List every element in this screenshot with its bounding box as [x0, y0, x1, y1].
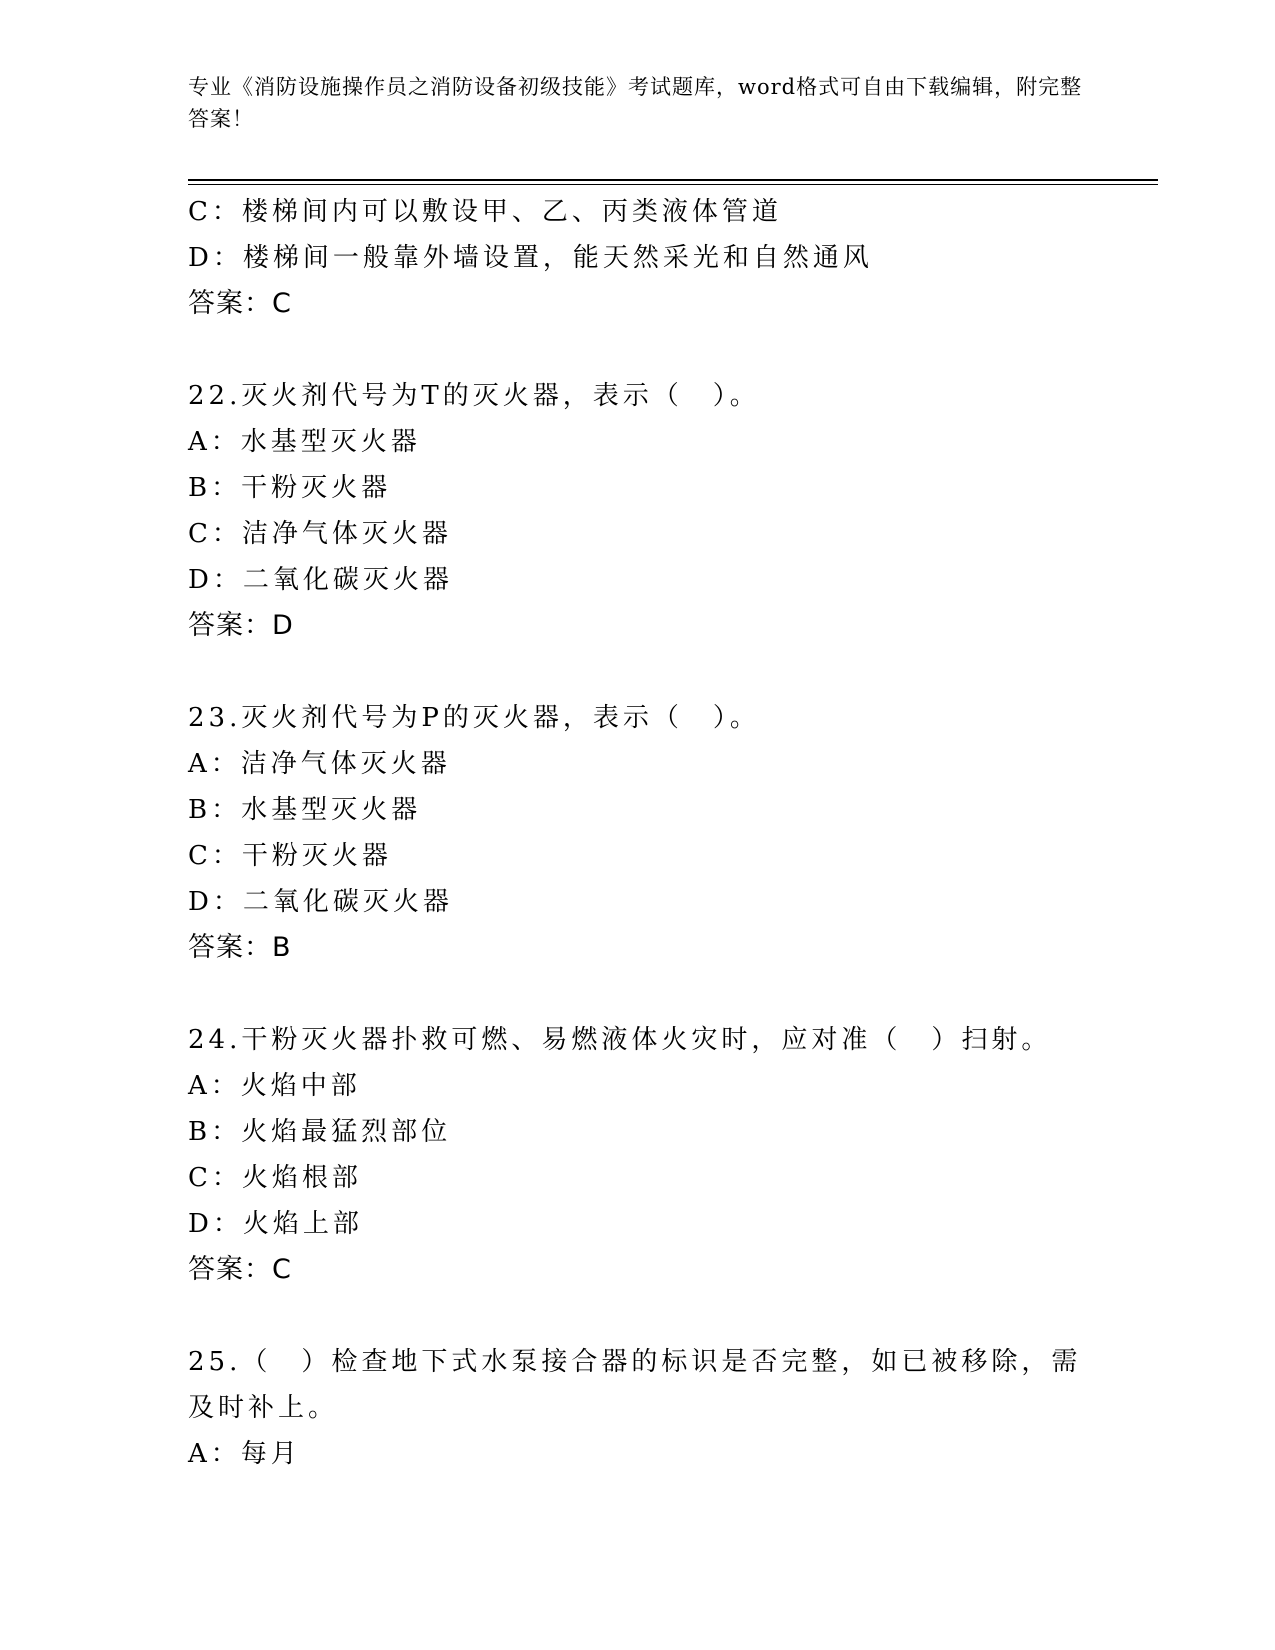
- option-a: A：每月: [188, 1439, 301, 1469]
- question-23: [188, 695, 1088, 971]
- question-25: [188, 1339, 1088, 1477]
- option-d: D：二氧化碳灭火器: [188, 565, 453, 595]
- option-d: D：楼梯间一般靠外墙设置，能天然采光和自然通风: [188, 243, 873, 273]
- option-a: A：水基型灭火器: [188, 427, 421, 457]
- document-header: 专业《消防设施操作员之消防设备初级技能》考试题库，word格式可自由下载编辑，附完整答案！: [188, 75, 1083, 131]
- question-21-carryover: [188, 189, 1088, 327]
- header-rule-thick: [188, 179, 1158, 181]
- question-24: [188, 1017, 1088, 1293]
- answer-text: 答案：C: [188, 1254, 292, 1285]
- option-d: D：火焰上部: [188, 1209, 363, 1239]
- option-d: D：二氧化碳灭火器: [188, 887, 453, 917]
- option-b: B：干粉灭火器: [188, 473, 392, 503]
- question-stem: 24.干粉灭火器扑救可燃、易燃液体火灾时，应对准（ ）扫射。: [188, 1025, 1052, 1055]
- question-22: [188, 373, 1088, 649]
- answer-text: 答案：D: [188, 610, 294, 641]
- option-b: B：水基型灭火器: [188, 795, 422, 825]
- option-a: A：洁净气体灭火器: [188, 749, 451, 779]
- option-c: C：楼梯间内可以敷设甲、乙、丙类液体管道: [188, 197, 782, 227]
- option-b: B：火焰最猛烈部位: [188, 1117, 452, 1147]
- question-stem: 23.灭火剂代号为P的灭火器，表示（ ）。: [188, 703, 760, 733]
- answer-text: 答案：B: [188, 932, 292, 963]
- option-c: C：洁净气体灭火器: [188, 519, 452, 549]
- question-stem: 25.（ ）检查地下式水泵接合器的标识是否完整，如已被移除，需及时补上。: [188, 1347, 1082, 1423]
- header-rule-thin: [188, 184, 1158, 185]
- question-stem: 22.灭火剂代号为T的灭火器，表示（ ）。: [188, 381, 760, 411]
- option-c: C：火焰根部: [188, 1163, 362, 1193]
- answer-text: 答案：C: [188, 288, 292, 319]
- option-a: A：火焰中部: [188, 1071, 361, 1101]
- question-list: [188, 189, 1088, 1477]
- option-c: C：干粉灭火器: [188, 841, 392, 871]
